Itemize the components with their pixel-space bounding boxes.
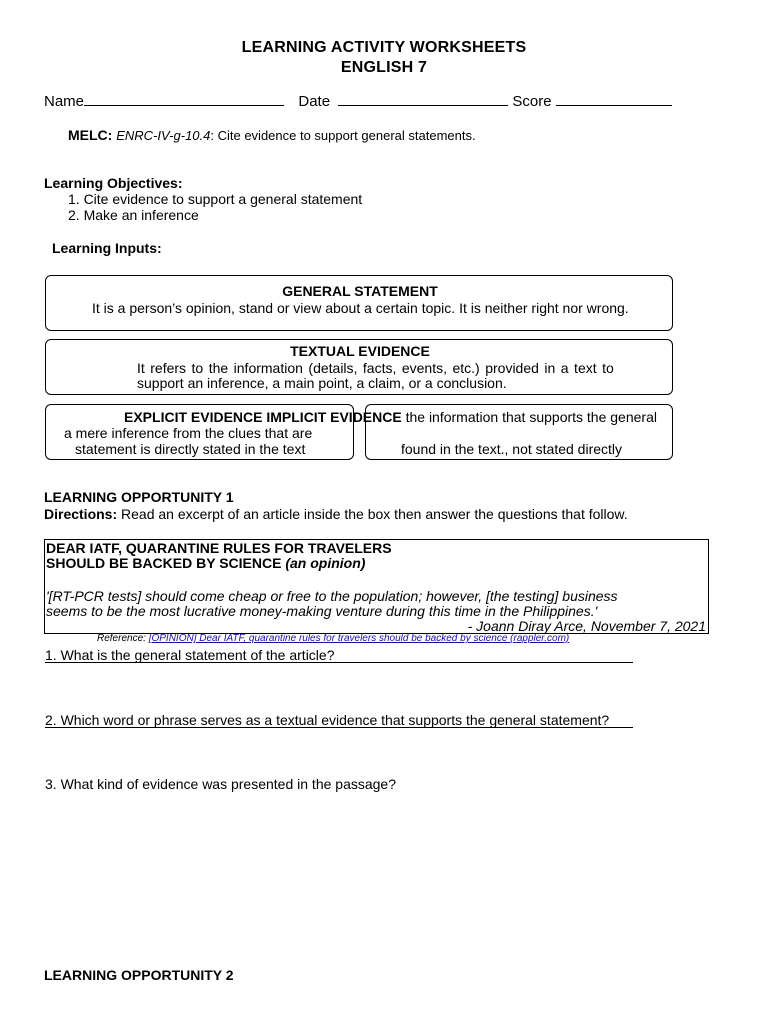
excerpt-title-line2: [46, 555, 365, 571]
opportunity2-heading: LEARNING OPPORTUNITY 2: [44, 967, 234, 983]
objectives-heading: Learning Objectives:: [44, 175, 183, 191]
textual-evidence-box: [45, 339, 673, 395]
question-2: 2. Which word or phrase serves as a textual evidence that supports the general statement?: [45, 712, 610, 728]
score-field[interactable]: [556, 93, 672, 106]
answer-line-2[interactable]: [45, 727, 633, 728]
directions-label: Directions:: [44, 506, 118, 522]
reference-label: Reference:: [97, 633, 149, 644]
textual-evidence-title: TEXTUAL EVIDENCE: [290, 343, 430, 359]
name-label: Name: [44, 93, 85, 110]
melc-text: : Cite evidence to support general statements.: [210, 128, 476, 143]
textual-evidence-line2: support an inference, a main point, a claim, or a conclusion.: [137, 375, 507, 391]
excerpt-box: [44, 539, 709, 634]
header-fields: [44, 93, 672, 110]
directions: [44, 506, 628, 522]
evidence-types-heading: [124, 409, 657, 425]
explicit-line2: statement is directly stated in the text: [75, 441, 306, 457]
question-3: 3. What kind of evidence was presented in the passage?: [45, 776, 396, 792]
answer-line-1[interactable]: [45, 662, 633, 663]
name-field[interactable]: [84, 93, 284, 106]
excerpt-attribution: - Joann Diray Arce, November 7, 2021: [467, 618, 706, 634]
question-1: 1. What is the general statement of the article?: [45, 647, 335, 663]
inputs-heading: Learning Inputs:: [52, 240, 162, 256]
reference-line: [97, 633, 569, 644]
evidence-types-tail: the information that supports the general: [401, 409, 657, 425]
general-statement-title: GENERAL STATEMENT: [282, 283, 438, 299]
date-label: Date: [298, 93, 331, 110]
score-label: Score: [512, 93, 552, 110]
excerpt-title-main: SHOULD BE BACKED BY SCIENCE: [46, 555, 286, 571]
subject-title: ENGLISH 7: [340, 59, 428, 76]
excerpt-quote-line2: seems to be the most lucrative money-making venture during this time in the Philippines.': [46, 603, 598, 619]
evidence-types-title: EXPLICIT EVIDENCE IMPLICIT EVIDENCE: [124, 409, 402, 425]
excerpt-title-line1: DEAR IATF, QUARANTINE RULES FOR TRAVELERS: [46, 540, 392, 556]
objective-item: 1. Cite evidence to support a general statement: [68, 191, 363, 207]
opportunity1-heading: LEARNING OPPORTUNITY 1: [44, 489, 234, 505]
implicit-line2: found in the text., not stated directly: [401, 441, 623, 457]
melc-label: MELC:: [68, 127, 113, 143]
excerpt-title-note: (an opinion): [285, 555, 366, 571]
reference-link[interactable]: [OPINION] Dear IATF, quarantine rules for travelers should be backed by science (rappler.com): [148, 633, 570, 644]
objective-item: 2. Make an inference: [68, 207, 199, 223]
general-statement-box: [45, 275, 673, 331]
excerpt-quote-line1: '[RT-PCR tests] should come cheap or free to the population; however, [the testing] business: [46, 588, 618, 604]
directions-text: Read an excerpt of an article inside the box then answer the questions that follow.: [117, 506, 628, 522]
melc-line: [68, 127, 476, 143]
date-field[interactable]: [338, 93, 508, 106]
textual-evidence-line1: It refers to the information (details, facts, events, etc.) provided in a text to: [137, 360, 614, 376]
general-statement-text: It is a person’s opinion, stand or view about a certain topic. It is neither right nor wrong.: [92, 300, 629, 316]
explicit-line1: a mere inference from the clues that are: [64, 425, 313, 441]
melc-code: ENRC-IV-g-10.4: [116, 128, 211, 143]
worksheet-title: LEARNING ACTIVITY WORKSHEETS: [241, 39, 527, 56]
